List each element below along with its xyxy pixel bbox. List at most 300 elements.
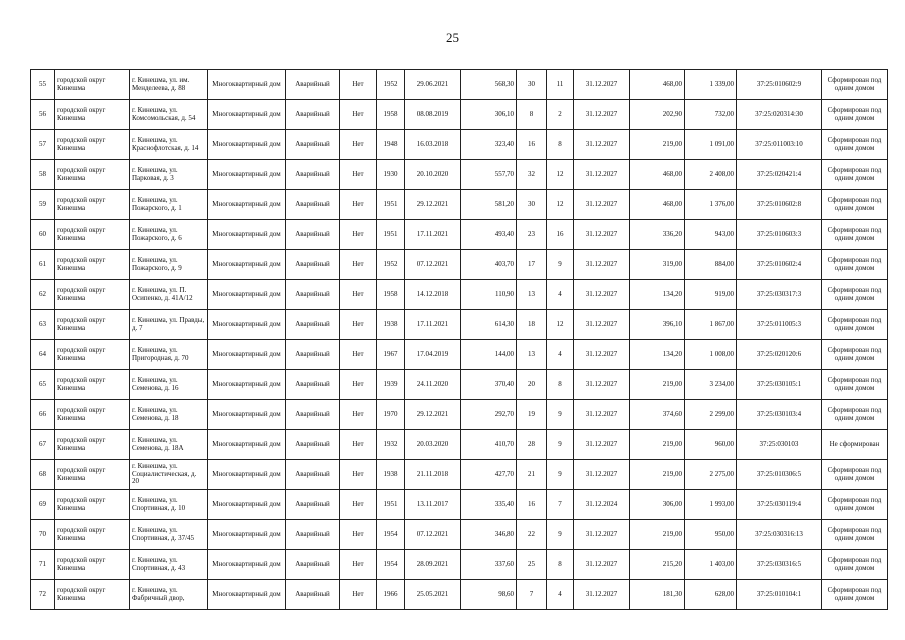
table-row	[31, 430, 888, 460]
cell-house-type: Многоквартирный дом	[208, 250, 286, 280]
cell-residents: 30	[517, 190, 547, 220]
cell-flag: Нет	[340, 130, 377, 160]
cell-land-area-total: 1 008,00	[685, 340, 737, 370]
cell-land-area-total: 1 339,00	[685, 70, 737, 100]
cell-cadastral-number: 37:25:010104:1	[737, 580, 822, 610]
cell-land-area-total: 1 403,00	[685, 550, 737, 580]
cell-premises: 9	[547, 400, 574, 430]
cell-land-area: 219,00	[630, 430, 685, 460]
cell-municipality: городской округ Кинешма	[55, 310, 130, 340]
cell-row-number: 62	[31, 280, 55, 310]
cell-house-type: Многоквартирный дом	[208, 400, 286, 430]
cell-land-status: Сформирован под одним домом	[822, 100, 888, 130]
cell-land-status: Сформирован под одним домом	[822, 400, 888, 430]
cell-flag: Нет	[340, 100, 377, 130]
cell-address: г. Кинешма, ул. Пожарского, д. 6	[130, 220, 208, 250]
cell-recognition-date: 21.11.2018	[405, 460, 461, 490]
cell-land-area: 181,30	[630, 580, 685, 610]
cell-deadline: 31.12.2027	[574, 460, 630, 490]
cell-premises: 9	[547, 460, 574, 490]
cell-area: 410,70	[461, 430, 517, 460]
cell-cadastral-number: 37:25:020314:30	[737, 100, 822, 130]
cell-land-area: 306,00	[630, 490, 685, 520]
cell-address: г. Кинешма, ул. Правды, д. 7	[130, 310, 208, 340]
cell-year-built: 1952	[377, 70, 405, 100]
cell-deadline: 31.12.2027	[574, 520, 630, 550]
cell-land-area-total: 884,00	[685, 250, 737, 280]
cell-land-area-total: 950,00	[685, 520, 737, 550]
cell-deadline: 31.12.2024	[574, 490, 630, 520]
cell-deadline: 31.12.2027	[574, 190, 630, 220]
cell-land-status: Сформирован под одним домом	[822, 310, 888, 340]
cell-land-area-total: 943,00	[685, 220, 737, 250]
cell-land-status: Сформирован под одним домом	[822, 130, 888, 160]
cell-address: г. Кинешма, ул. П. Осипенко, д. 41А/12	[130, 280, 208, 310]
cell-flag: Нет	[340, 310, 377, 340]
cell-row-number: 60	[31, 220, 55, 250]
cell-flag: Нет	[340, 280, 377, 310]
cell-area: 614,30	[461, 310, 517, 340]
cell-municipality: городской округ Кинешма	[55, 70, 130, 100]
table-row	[31, 100, 888, 130]
cell-condition: Аварийный	[286, 580, 340, 610]
cell-municipality: городской округ Кинешма	[55, 160, 130, 190]
cell-municipality: городской округ Кинешма	[55, 430, 130, 460]
cell-row-number: 72	[31, 580, 55, 610]
cell-residents: 23	[517, 220, 547, 250]
cell-recognition-date: 25.05.2021	[405, 580, 461, 610]
table-row	[31, 370, 888, 400]
cell-condition: Аварийный	[286, 250, 340, 280]
cell-address: г. Кинешма, ул. им. Менделеева, д. 88	[130, 70, 208, 100]
cell-year-built: 1952	[377, 250, 405, 280]
cell-deadline: 31.12.2027	[574, 160, 630, 190]
cell-recognition-date: 20.03.2020	[405, 430, 461, 460]
cell-cadastral-number: 37:25:020120:6	[737, 340, 822, 370]
cell-row-number: 67	[31, 430, 55, 460]
cell-condition: Аварийный	[286, 460, 340, 490]
cell-residents: 7	[517, 580, 547, 610]
cell-land-area: 134,20	[630, 340, 685, 370]
cell-deadline: 31.12.2027	[574, 130, 630, 160]
cell-cadastral-number: 37:25:030317:3	[737, 280, 822, 310]
cell-cadastral-number: 37:25:030105:1	[737, 370, 822, 400]
cell-deadline: 31.12.2027	[574, 430, 630, 460]
cell-address: г. Кинешма, ул. Парковая, д. 3	[130, 160, 208, 190]
cell-municipality: городской округ Кинешма	[55, 100, 130, 130]
cell-residents: 30	[517, 70, 547, 100]
table-row	[31, 130, 888, 160]
cell-recognition-date: 17.11.2021	[405, 220, 461, 250]
cell-land-area: 468,00	[630, 190, 685, 220]
cell-municipality: городской округ Кинешма	[55, 490, 130, 520]
cell-cadastral-number: 37:25:010602:8	[737, 190, 822, 220]
housing-registry-table	[30, 69, 888, 610]
cell-premises: 9	[547, 250, 574, 280]
cell-condition: Аварийный	[286, 160, 340, 190]
cell-house-type: Многоквартирный дом	[208, 430, 286, 460]
cell-cadastral-number: 37:25:011003:10	[737, 130, 822, 160]
cell-flag: Нет	[340, 400, 377, 430]
cell-row-number: 56	[31, 100, 55, 130]
cell-municipality: городской округ Кинешма	[55, 550, 130, 580]
cell-condition: Аварийный	[286, 100, 340, 130]
cell-land-area-total: 628,00	[685, 580, 737, 610]
cell-flag: Нет	[340, 550, 377, 580]
cell-year-built: 1930	[377, 160, 405, 190]
cell-flag: Нет	[340, 370, 377, 400]
cell-residents: 21	[517, 460, 547, 490]
cell-condition: Аварийный	[286, 220, 340, 250]
cell-year-built: 1966	[377, 580, 405, 610]
cell-house-type: Многоквартирный дом	[208, 520, 286, 550]
cell-year-built: 1939	[377, 370, 405, 400]
table-row	[31, 520, 888, 550]
cell-deadline: 31.12.2027	[574, 220, 630, 250]
cell-row-number: 69	[31, 490, 55, 520]
cell-recognition-date: 13.11.2017	[405, 490, 461, 520]
cell-address: г. Кинешма, ул. Пожарского, д. 9	[130, 250, 208, 280]
cell-condition: Аварийный	[286, 370, 340, 400]
cell-area: 346,80	[461, 520, 517, 550]
cell-address: г. Кинешма, ул. Комсомольская, д. 54	[130, 100, 208, 130]
cell-address: г. Кинешма, ул. Семенова, д. 16	[130, 370, 208, 400]
cell-recognition-date: 20.10.2020	[405, 160, 461, 190]
cell-municipality: городской округ Кинешма	[55, 130, 130, 160]
cell-land-area-total: 2 299,00	[685, 400, 737, 430]
cell-year-built: 1958	[377, 280, 405, 310]
cell-residents: 20	[517, 370, 547, 400]
cell-house-type: Многоквартирный дом	[208, 460, 286, 490]
cell-area: 306,10	[461, 100, 517, 130]
cell-premises: 8	[547, 370, 574, 400]
cell-year-built: 1951	[377, 190, 405, 220]
cell-land-status: Сформирован под одним домом	[822, 160, 888, 190]
cell-recognition-date: 29.06.2021	[405, 70, 461, 100]
cell-area: 110,90	[461, 280, 517, 310]
cell-flag: Нет	[340, 190, 377, 220]
cell-deadline: 31.12.2027	[574, 70, 630, 100]
cell-land-status: Сформирован под одним домом	[822, 370, 888, 400]
cell-row-number: 71	[31, 550, 55, 580]
cell-address: г. Кинешма, ул. Фабричный двор,	[130, 580, 208, 610]
cell-land-area: 468,00	[630, 160, 685, 190]
cell-municipality: городской округ Кинешма	[55, 460, 130, 490]
cell-recognition-date: 17.11.2021	[405, 310, 461, 340]
cell-cadastral-number: 37:25:030119:4	[737, 490, 822, 520]
cell-land-area: 219,00	[630, 460, 685, 490]
cell-municipality: городской округ Кинешма	[55, 280, 130, 310]
cell-cadastral-number: 37:25:030103:4	[737, 400, 822, 430]
table-row	[31, 550, 888, 580]
cell-premises: 8	[547, 130, 574, 160]
cell-municipality: городской округ Кинешма	[55, 340, 130, 370]
cell-recognition-date: 29.12.2021	[405, 190, 461, 220]
cell-premises: 16	[547, 220, 574, 250]
cell-land-area: 468,00	[630, 70, 685, 100]
cell-house-type: Многоквартирный дом	[208, 490, 286, 520]
cell-row-number: 66	[31, 400, 55, 430]
cell-land-area: 215,20	[630, 550, 685, 580]
cell-cadastral-number: 37:25:011005:3	[737, 310, 822, 340]
cell-cadastral-number: 37:25:010602:9	[737, 70, 822, 100]
cell-premises: 4	[547, 340, 574, 370]
cell-recognition-date: 08.08.2019	[405, 100, 461, 130]
cell-land-status: Сформирован под одним домом	[822, 580, 888, 610]
cell-area: 568,30	[461, 70, 517, 100]
cell-land-area-total: 3 234,00	[685, 370, 737, 400]
cell-premises: 9	[547, 520, 574, 550]
cell-cadastral-number: 37:25:030103	[737, 430, 822, 460]
cell-land-status: Сформирован под одним домом	[822, 340, 888, 370]
cell-deadline: 31.12.2027	[574, 370, 630, 400]
cell-residents: 13	[517, 340, 547, 370]
cell-address: г. Кинешма, ул. Пожарского, д. 1	[130, 190, 208, 220]
cell-row-number: 61	[31, 250, 55, 280]
cell-house-type: Многоквартирный дом	[208, 100, 286, 130]
table-row	[31, 70, 888, 100]
cell-deadline: 31.12.2027	[574, 250, 630, 280]
cell-year-built: 1967	[377, 340, 405, 370]
cell-house-type: Многоквартирный дом	[208, 370, 286, 400]
cell-year-built: 1954	[377, 520, 405, 550]
cell-area: 337,60	[461, 550, 517, 580]
cell-condition: Аварийный	[286, 310, 340, 340]
cell-row-number: 58	[31, 160, 55, 190]
cell-land-area-total: 2 275,00	[685, 460, 737, 490]
cell-condition: Аварийный	[286, 550, 340, 580]
cell-row-number: 55	[31, 70, 55, 100]
cell-recognition-date: 28.09.2021	[405, 550, 461, 580]
cell-address: г. Кинешма, ул. Спортивная, д. 10	[130, 490, 208, 520]
cell-area: 581,20	[461, 190, 517, 220]
cell-house-type: Многоквартирный дом	[208, 340, 286, 370]
cell-year-built: 1951	[377, 220, 405, 250]
cell-recognition-date: 07.12.2021	[405, 520, 461, 550]
table-row	[31, 490, 888, 520]
cell-land-area: 219,00	[630, 130, 685, 160]
cell-house-type: Многоквартирный дом	[208, 160, 286, 190]
cell-land-area-total: 1 993,00	[685, 490, 737, 520]
table-row	[31, 280, 888, 310]
cell-premises: 7	[547, 490, 574, 520]
cell-land-status: Сформирован под одним домом	[822, 220, 888, 250]
cell-address: г. Кинешма, ул. Социалистическая, д. 20	[130, 460, 208, 490]
cell-land-status: Сформирован под одним домом	[822, 190, 888, 220]
cell-deadline: 31.12.2027	[574, 580, 630, 610]
cell-land-status: Сформирован под одним домом	[822, 280, 888, 310]
cell-year-built: 1932	[377, 430, 405, 460]
cell-house-type: Многоквартирный дом	[208, 220, 286, 250]
cell-flag: Нет	[340, 70, 377, 100]
cell-cadastral-number: 37:25:010602:4	[737, 250, 822, 280]
cell-land-area-total: 2 408,00	[685, 160, 737, 190]
cell-premises: 12	[547, 160, 574, 190]
cell-flag: Нет	[340, 460, 377, 490]
cell-address: г. Кинешма, ул. Семенова, д. 18А	[130, 430, 208, 460]
cell-condition: Аварийный	[286, 400, 340, 430]
cell-area: 335,40	[461, 490, 517, 520]
cell-cadastral-number: 37:25:030316:13	[737, 520, 822, 550]
cell-premises: 2	[547, 100, 574, 130]
cell-year-built: 1938	[377, 310, 405, 340]
cell-land-status: Не сформирован	[822, 430, 888, 460]
cell-flag: Нет	[340, 220, 377, 250]
cell-cadastral-number: 37:25:020421:4	[737, 160, 822, 190]
cell-residents: 8	[517, 100, 547, 130]
cell-deadline: 31.12.2027	[574, 400, 630, 430]
cell-year-built: 1958	[377, 100, 405, 130]
cell-premises: 8	[547, 550, 574, 580]
cell-municipality: городской округ Кинешма	[55, 190, 130, 220]
cell-condition: Аварийный	[286, 130, 340, 160]
table-row	[31, 250, 888, 280]
page-number: 25	[446, 30, 459, 45]
cell-area: 403,70	[461, 250, 517, 280]
cell-flag: Нет	[340, 580, 377, 610]
cell-cadastral-number: 37:25:010306:5	[737, 460, 822, 490]
cell-land-area: 219,00	[630, 520, 685, 550]
cell-address: г. Кинешма, ул. Семенова, д. 18	[130, 400, 208, 430]
cell-municipality: городской округ Кинешма	[55, 370, 130, 400]
cell-land-area: 396,10	[630, 310, 685, 340]
cell-land-area-total: 732,00	[685, 100, 737, 130]
cell-row-number: 68	[31, 460, 55, 490]
cell-land-area: 219,00	[630, 370, 685, 400]
table-row	[31, 460, 888, 490]
cell-recognition-date: 24.11.2020	[405, 370, 461, 400]
cell-residents: 16	[517, 130, 547, 160]
cell-residents: 22	[517, 520, 547, 550]
cell-row-number: 63	[31, 310, 55, 340]
table-row	[31, 340, 888, 370]
cell-land-area-total: 1 091,00	[685, 130, 737, 160]
table-row	[31, 160, 888, 190]
cell-house-type: Многоквартирный дом	[208, 280, 286, 310]
cell-area: 144,00	[461, 340, 517, 370]
cell-recognition-date: 29.12.2021	[405, 400, 461, 430]
table-row	[31, 190, 888, 220]
cell-flag: Нет	[340, 520, 377, 550]
cell-deadline: 31.12.2027	[574, 550, 630, 580]
cell-condition: Аварийный	[286, 430, 340, 460]
cell-land-area-total: 1 867,00	[685, 310, 737, 340]
cell-deadline: 31.12.2027	[574, 100, 630, 130]
cell-land-area: 319,00	[630, 250, 685, 280]
cell-deadline: 31.12.2027	[574, 340, 630, 370]
cell-residents: 25	[517, 550, 547, 580]
cell-residents: 18	[517, 310, 547, 340]
cell-premises: 12	[547, 310, 574, 340]
cell-land-area: 374,60	[630, 400, 685, 430]
table-row	[31, 580, 888, 610]
cell-residents: 28	[517, 430, 547, 460]
cell-address: г. Кинешма, ул. Спортивная, д. 43	[130, 550, 208, 580]
cell-premises: 12	[547, 190, 574, 220]
cell-deadline: 31.12.2027	[574, 280, 630, 310]
cell-municipality: городской округ Кинешма	[55, 250, 130, 280]
cell-premises: 11	[547, 70, 574, 100]
cell-flag: Нет	[340, 160, 377, 190]
cell-area: 292,70	[461, 400, 517, 430]
cell-municipality: городской округ Кинешма	[55, 580, 130, 610]
cell-land-area-total: 960,00	[685, 430, 737, 460]
cell-area: 98,60	[461, 580, 517, 610]
cell-residents: 13	[517, 280, 547, 310]
cell-year-built: 1948	[377, 130, 405, 160]
cell-residents: 32	[517, 160, 547, 190]
cell-row-number: 70	[31, 520, 55, 550]
cell-condition: Аварийный	[286, 520, 340, 550]
cell-land-area: 336,20	[630, 220, 685, 250]
cell-row-number: 59	[31, 190, 55, 220]
cell-municipality: городской округ Кинешма	[55, 220, 130, 250]
cell-area: 427,70	[461, 460, 517, 490]
cell-year-built: 1938	[377, 460, 405, 490]
cell-house-type: Многоквартирный дом	[208, 310, 286, 340]
cell-condition: Аварийный	[286, 280, 340, 310]
cell-premises: 9	[547, 430, 574, 460]
cell-year-built: 1951	[377, 490, 405, 520]
cell-recognition-date: 14.12.2018	[405, 280, 461, 310]
cell-area: 323,40	[461, 130, 517, 160]
cell-deadline: 31.12.2027	[574, 310, 630, 340]
cell-land-area: 202,90	[630, 100, 685, 130]
cell-residents: 16	[517, 490, 547, 520]
cell-address: г. Кинешма, ул. Спортивная, д. 37/45	[130, 520, 208, 550]
cell-row-number: 65	[31, 370, 55, 400]
cell-house-type: Многоквартирный дом	[208, 550, 286, 580]
cell-land-status: Сформирован под одним домом	[822, 70, 888, 100]
cell-row-number: 64	[31, 340, 55, 370]
cell-condition: Аварийный	[286, 190, 340, 220]
cell-recognition-date: 07.12.2021	[405, 250, 461, 280]
cell-house-type: Многоквартирный дом	[208, 190, 286, 220]
cell-condition: Аварийный	[286, 340, 340, 370]
cell-land-status: Сформирован под одним домом	[822, 550, 888, 580]
cell-address: г. Кинешма, ул. Краснофлотская, д. 14	[130, 130, 208, 160]
cell-land-status: Сформирован под одним домом	[822, 520, 888, 550]
cell-area: 370,40	[461, 370, 517, 400]
cell-cadastral-number: 37:25:030316:5	[737, 550, 822, 580]
cell-flag: Нет	[340, 430, 377, 460]
cell-land-status: Сформирован под одним домом	[822, 460, 888, 490]
cell-land-status: Сформирован под одним домом	[822, 490, 888, 520]
table-row	[31, 220, 888, 250]
cell-area: 493,40	[461, 220, 517, 250]
cell-row-number: 57	[31, 130, 55, 160]
cell-condition: Аварийный	[286, 70, 340, 100]
cell-municipality: городской округ Кинешма	[55, 400, 130, 430]
cell-year-built: 1954	[377, 550, 405, 580]
cell-recognition-date: 16.03.2018	[405, 130, 461, 160]
table-row	[31, 310, 888, 340]
cell-flag: Нет	[340, 490, 377, 520]
cell-residents: 17	[517, 250, 547, 280]
cell-house-type: Многоквартирный дом	[208, 70, 286, 100]
cell-flag: Нет	[340, 250, 377, 280]
cell-cadastral-number: 37:25:010603:3	[737, 220, 822, 250]
cell-recognition-date: 17.04.2019	[405, 340, 461, 370]
cell-area: 557,70	[461, 160, 517, 190]
cell-municipality: городской округ Кинешма	[55, 520, 130, 550]
cell-premises: 4	[547, 580, 574, 610]
cell-land-area-total: 919,00	[685, 280, 737, 310]
registry-body	[31, 70, 888, 610]
cell-residents: 19	[517, 400, 547, 430]
cell-house-type: Многоквартирный дом	[208, 130, 286, 160]
cell-house-type: Многоквартирный дом	[208, 580, 286, 610]
